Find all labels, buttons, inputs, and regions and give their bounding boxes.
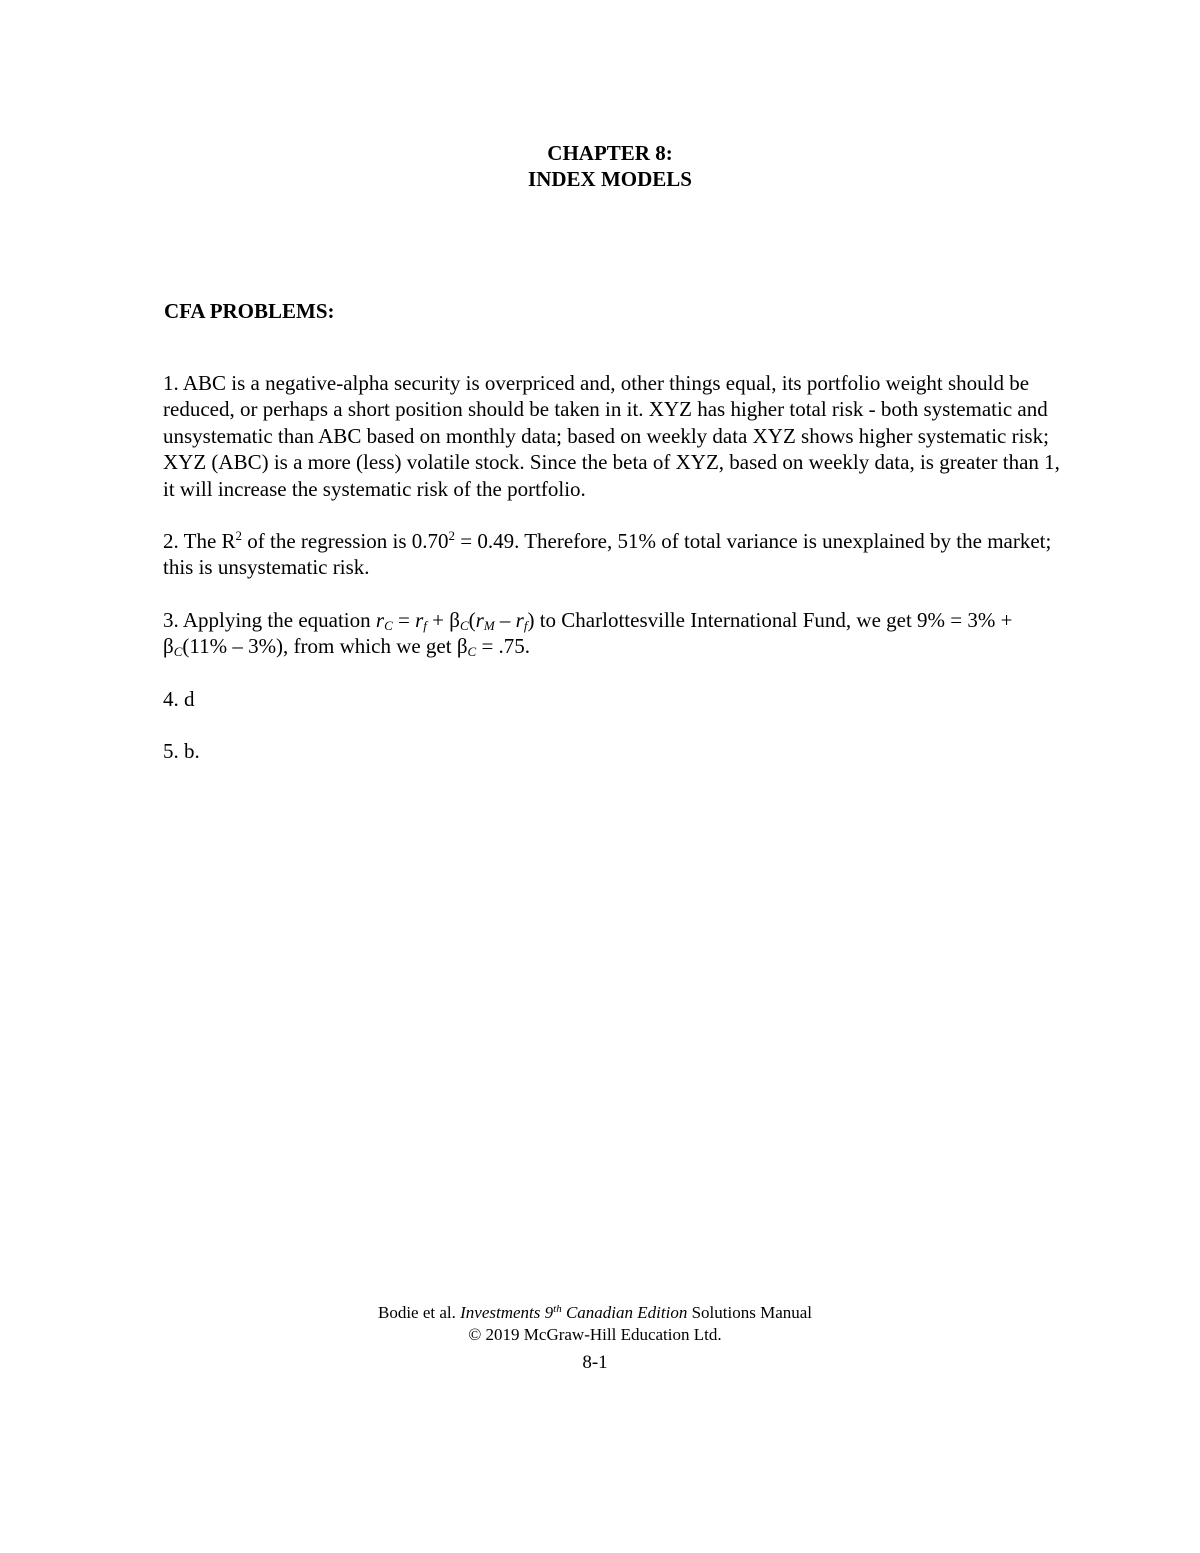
answer-3 xyxy=(163,607,1063,660)
math-sub: f xyxy=(523,617,528,633)
footer-manual: Solutions Manual xyxy=(687,1303,813,1322)
math-r: r xyxy=(375,607,385,632)
answers-list xyxy=(163,370,1063,790)
math-r: r xyxy=(515,607,524,632)
footer-edition: Canadian Edition xyxy=(561,1303,688,1322)
answer-2-text-c: = 0.49. Therefore, 51% of total variance is unexplained by the market; this is unsystematic risk. xyxy=(163,529,1052,580)
answer-2-sup-a: 2 xyxy=(235,528,243,544)
math-sub: C xyxy=(173,644,183,660)
math-sub: C xyxy=(459,617,469,633)
answer-2-text-b: of the regression is 0.70 xyxy=(242,529,449,554)
chapter-title: INDEX MODELS xyxy=(528,167,692,191)
answer-1: 1. ABC is a negative-alpha security is overpriced and, other things equal, its portfolio weight should be reduced, or perhaps a short position should be taken in it. XYZ has higher total risk - both systematic and unsystematic than ABC based on monthly data; based on weekly data XYZ shows higher systematic risk; XYZ (ABC) is a more (less) volatile stock. Since the beta of XYZ, based on weekly data, is greater than 1, it will increase the systematic risk of the portfolio. xyxy=(163,371,1060,501)
footer-authors: Bodie et al. xyxy=(377,1303,461,1322)
math-r: r xyxy=(475,607,484,632)
math-sub: f xyxy=(423,617,427,633)
chapter-number: CHAPTER 8: xyxy=(547,141,673,165)
answer-3-text-d: = .75. xyxy=(476,634,531,659)
chapter-heading xyxy=(0,140,1200,192)
answer-4: 4. d xyxy=(163,686,195,711)
answer-2-text-a: 2. The R xyxy=(163,529,236,554)
footer-citation xyxy=(0,1302,1190,1324)
footer-book: Investments 9 xyxy=(460,1303,554,1322)
answer-2-sup-b: 2 xyxy=(448,528,455,544)
math-sub: C xyxy=(467,644,477,660)
footer-copyright: © 2019 McGraw-Hill Education Ltd. xyxy=(468,1325,722,1344)
math-op: ) xyxy=(527,607,535,632)
page-footer xyxy=(0,1302,1190,1374)
math-sub: C xyxy=(384,617,393,633)
footer-book-title xyxy=(460,1303,687,1322)
math-op: – xyxy=(494,607,516,632)
math-op: + β xyxy=(426,607,460,632)
answer-3-text-a: 3. Applying the equation xyxy=(163,607,376,632)
math-op: = xyxy=(392,607,416,632)
math-r: r xyxy=(415,607,424,632)
answer-3-text-c: (11% – 3%), from which we get β xyxy=(182,634,468,659)
answer-5: 5. b. xyxy=(163,739,200,764)
answer-3-text-b: to Charlottesville International Fund, we get 9% = 3% + β xyxy=(163,607,1013,659)
footer-book-sup: th xyxy=(553,1303,562,1315)
section-heading: CFA PROBLEMS: xyxy=(164,299,335,323)
page-number: 8-1 xyxy=(582,1352,608,1373)
math-op: ( xyxy=(468,607,476,632)
math-sub: M xyxy=(483,617,495,633)
answer-2 xyxy=(163,528,1063,581)
